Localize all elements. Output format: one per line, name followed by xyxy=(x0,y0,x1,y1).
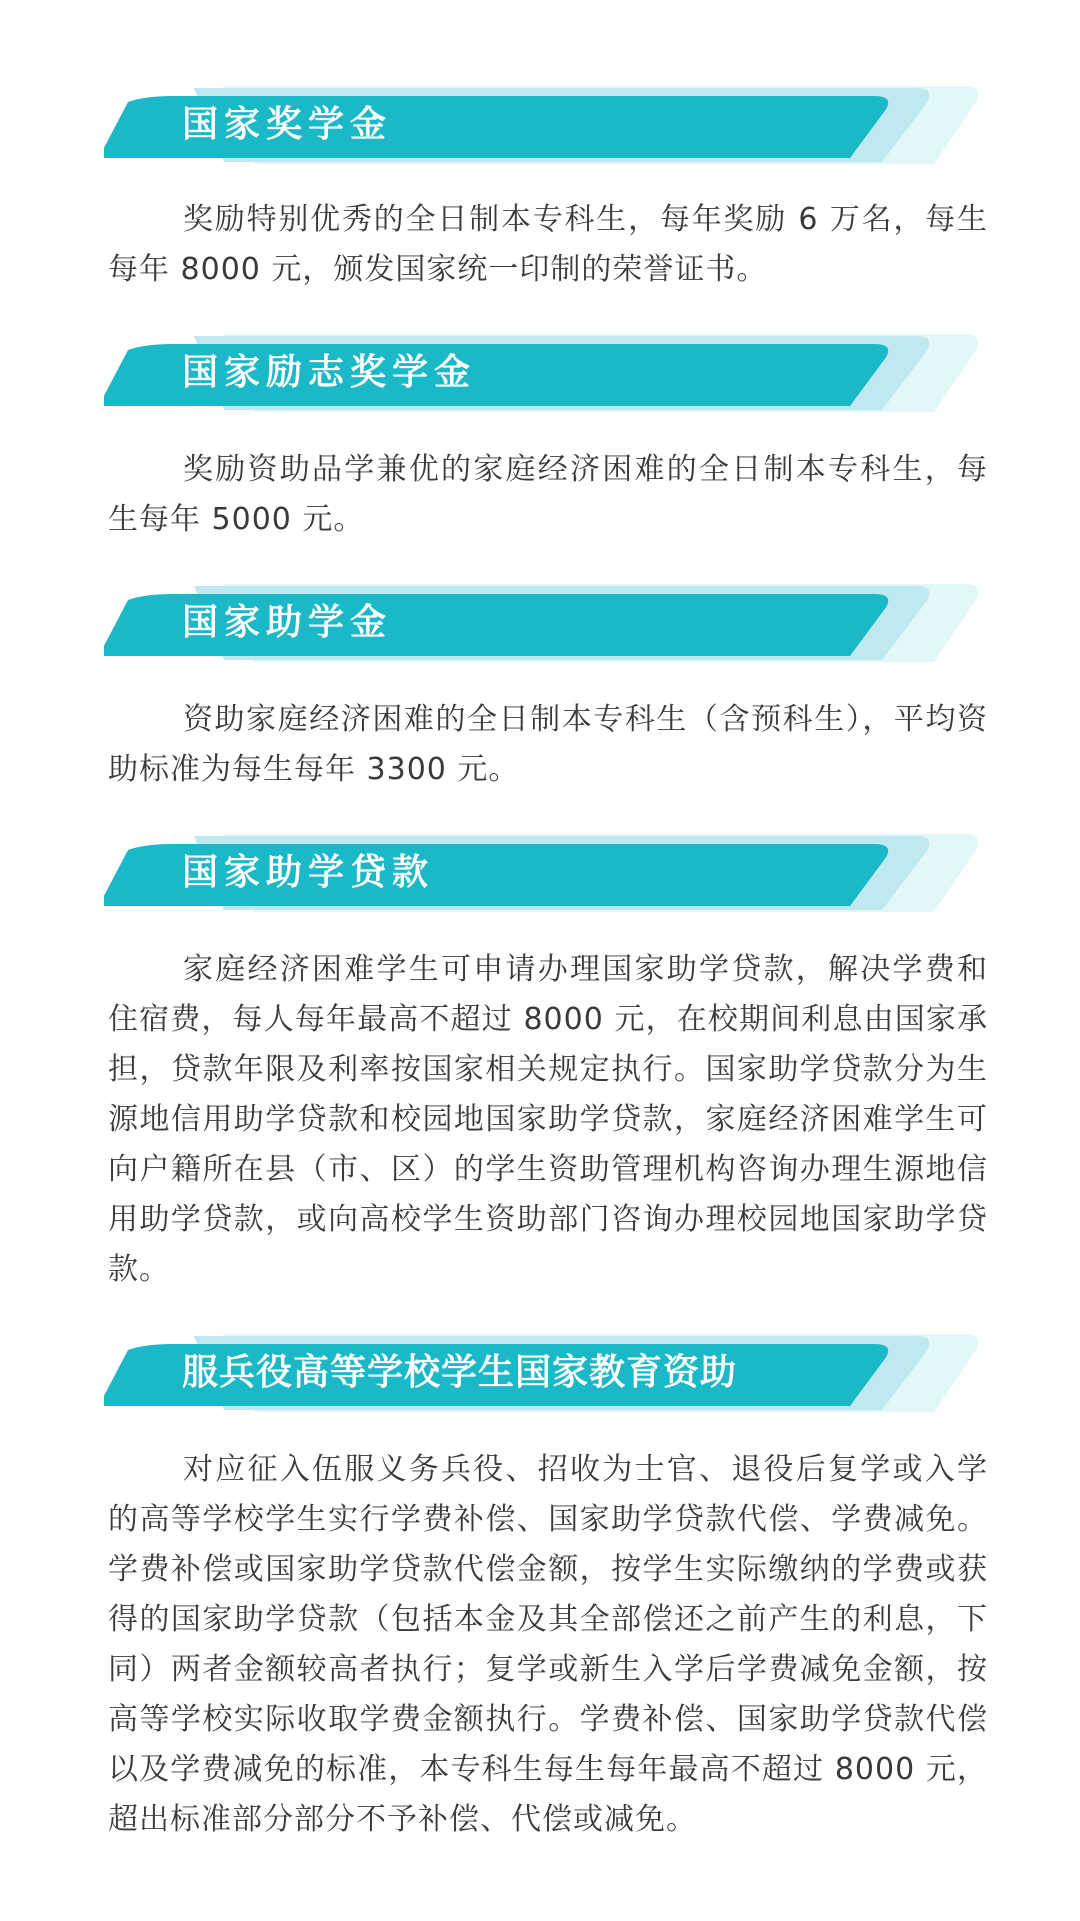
section-banner-military-service-aid xyxy=(104,1330,980,1416)
section-title: 服兵役高等学校学生国家教育资助 xyxy=(182,1352,738,1393)
section-title: 国家助学金 xyxy=(182,602,393,643)
section-banner-national-grant xyxy=(104,580,980,666)
section-title: 国家励志奖学金 xyxy=(182,352,477,393)
section-body: 奖励资助品学兼优的家庭经济困难的全日制本专科生，每生每年 5000 元。 xyxy=(108,452,988,537)
section-body: 家庭经济困难学生可申请办理国家助学贷款，解决学费和住宿费，每人每年最高不超过 8000 元，在校期间利息由国家承担，贷款年限及利率按国家相关规定执行。国家助学贷款分为生源地信用助学贷款和校园地国家助学贷款，家庭经济困难学生可向户籍所在县（市、区）的学生资助管理机构咨询办理生源地信用助学贷款，或向高校学生资助部门咨询办理校园地国家助学贷款。 xyxy=(108,952,988,1287)
section-title: 国家奖学金 xyxy=(182,104,393,145)
section-banner-student-loan xyxy=(104,830,980,916)
section-banner-inspirational-scholarship xyxy=(104,330,980,416)
section-body: 对应征入伍服义务兵役、招收为士官、退役后复学或入学的高等学校学生实行学费补偿、国家助学贷款代偿、学费减免。学费补偿或国家助学贷款代偿金额，按学生实际缴纳的学费或获得的国家助学贷款（包括本金及其全部偿还之前产生的利息，下同）两者金额较高者执行；复学或新生入学后学费减免金额，按高等学校实际收取学费金额执行。学费补偿、国家助学贷款代偿以及学费减免的标准，本专科生每生每年最高不超过 8000 元，超出标准部分部分不予补偿、代偿或减免。 xyxy=(108,1452,988,1837)
section-banner-national-scholarship xyxy=(104,82,980,168)
section-title: 国家助学贷款 xyxy=(182,852,435,893)
section-body: 资助家庭经济困难的全日制本专科生（含预科生），平均资助标准为每生每年 3300 元。 xyxy=(108,702,988,787)
section-body: 奖励特别优秀的全日制本专科生，每年奖励 6 万名，每生每年 8000 元，颁发国家统一印制的荣誉证书。 xyxy=(108,202,988,287)
